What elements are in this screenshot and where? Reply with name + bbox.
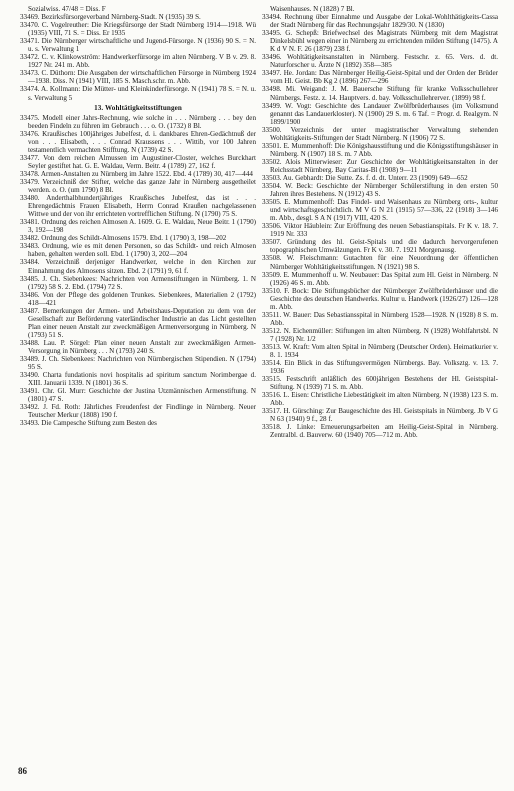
bibliography-entry: 33482. Ordnung des Schildt-Almosens 1579. Ebd. 1 (1790) 3, 198—202	[20, 234, 227, 243]
bibliography-entry: 33471. Die Nürnberger wirtschaftliche und Jugend-Fürsorge. N (1936) 90 S. = N. u. s. Verwaltung 1	[20, 37, 256, 54]
bibliography-entry: 33484. Verzeichniß derjeniger Handwerker, welche in den Kirchen zur Einnahmung des Almosens sitzen. Ebd. 2 (1791) 9, 61 f.	[20, 258, 256, 275]
bibliography-entry: 33514. Ein Blick in das Stiftungsvermögen Nürnbergs. Bay. Volksztg. v. 13. 7. 1936	[262, 359, 498, 376]
bibliography-entry: 33487. Bemerkungen der Armen- und Arbeitshaus-Deputation zu dem von der Gesellschaft zur Beförderung vaterländischer Industrie an das Licht gestellten Plan einer neuen Anstalt zur zweckmäßigen Armenversorgung in Nürnberg. N (1793) 51 S.	[20, 306, 256, 339]
bibliography-entry: 33480. Anderthalbhundertjähriges Kraußisches Jubelfest, das ist . . . Ehrengedächtnis Frauen Elisabeth, Herrn Conrad Kraußen nachgelassenen Wittwe und der von ihr errichteten vortrefflichen Stiftung. N (1790) 75 S.	[20, 194, 256, 219]
bibliography-entry: 33509. E. Mummenhoff u. W. Neubauer: Das Spital zum Hl. Geist in Nürnberg. N (1926) 46 S. m. Abb.	[262, 270, 498, 287]
bibliography-entry: 33508. W. Fleischmann: Gutachten für eine Neuordnung der öffentlichen Nürnberger Wohltätigkeitsstiftungen. N (1921) 98 S.	[262, 254, 498, 271]
section-heading: 13. Wohltätigkeitsstiftungen	[94, 103, 182, 112]
bibliography-entry: 33488. Lau. P. Sörgel: Plan einer neuen Anstalt zur zweckmäßigen Armen-Versorgung in Nürnberg . . . N (1793) 240 S.	[20, 338, 256, 355]
left-column	[20, 5, 256, 427]
bibliography-entry: 33494. Rechnung über Einnahme und Ausgabe der Lokal-Wohlthätigkeits-Cassa der Stadt Nürnberg für das Rechnungsjahr 1829/30. N (1830)	[262, 13, 498, 30]
bibliography-entry: 33511. W. Bauer: Das Sebastiansspital in Nürnberg 1528—1928. N (1928) 8 S. m. Abb.	[262, 310, 498, 327]
bibliography-entry: 33489. J. Ch. Siebenkees: Nachrichten von Nürnbergischen Stipendien. N (1794) 95 S.	[20, 355, 256, 372]
bibliography-entry: 33479. Verzeichniß der Stifter, welche das ganze Jahr in Nürnberg ausgetheilet werden. o. O. (um 1790) 8 Bl.	[20, 177, 256, 195]
bibliography-entry: 33506. Viktor Häublein: Zur Eröffnung des neuen Sebastianspitals. Fr K v. 18. 7. 1919 Nr. 333	[262, 222, 498, 239]
bibliography-entry: 33493. Die Campesche Stiftung zum Besten des	[20, 419, 157, 428]
bibliography-entry: 33512. N. Eichenmüller: Stiftungen im alten Nürnberg. N (1928) Wohlfahrtsbl. N 7 (1928) Nr. 1/2	[262, 326, 498, 343]
bibliography-entry: 33470. C. Vogelreuther: Die Kriegsfürsorge der Stadt Nürnberg 1914—1918. Wü (1935) VIII, 71 S. = Diss. Er 1935	[20, 21, 256, 38]
bibliography-entry: 33497. He. Jordan: Das Nürnberger Heilig-Geist-Spital und der Orden der Brüder vom Hl. Geist. Bb Kg 2 (1896) 267—296	[262, 69, 498, 86]
entry-continuation: Sozialwiss. 47/48 = Diss. F	[28, 5, 106, 13]
bibliography-entry: 33496. Wohltätigkeitsanstalten in Nürnberg. Festschr. z. 65. Vers. d. dt. Naturforscher u. Ärzte N (1892) 358—385	[262, 53, 498, 70]
bibliography-entry: 33486. Von der Pflege des goldenen Trunkes. Siebenkees, Materialien 2 (1792) 418—421	[20, 290, 256, 307]
bibliography-entry: 33491. Chr. Gl. Murr: Geschichte der Justina Utzmännischen Armenstiftung. N (1801) 47 S.	[20, 387, 256, 404]
bibliography-entry: 33475. Modell einer Jahrs-Rechnung, wie solche in . . . Nürnberg . . . bey den beeden Findeln zu führen im Gebrauch . . . o. O. (1732) 8 Bl.	[20, 113, 256, 130]
bibliography-entry: 33495. G. Schepß: Briefwechsel des Magistrats Nürnberg mit dem Magistrat Dinkelsbühl wegen einer in Nürnberg zu errichtenden milden Stiftung (1475). A K d V N. F. 26 (1879) 238 f.	[262, 29, 498, 54]
bibliography-entry: 33513. W. Kraft: Vom alten Spital in Nürnberg (Deutscher Orden). Heimatkurier v. 8. 1. 1934	[262, 342, 498, 360]
bibliography-entry: 33490. Charta fundationis novi hospitalis ad spiritum sanctum Norimbergae d. XIII. Januarii 1339. N (1801) 36 S.	[20, 371, 256, 388]
bibliography-entry: 33518. J. Linke: Erneuerungsarbeiten am Heilig-Geist-Spital in Nürnberg. Zentralbl. d. Bauverw. 60 (1940) 705—712 m. Abb.	[262, 423, 498, 440]
page-number: 86	[18, 766, 27, 776]
bibliography-entry: 33472. C. v. Klinkowström: Handwerkerfürsorge im alten Nürnberg. V B v. 29. 8. 1927 Nr. 241 m. Abb.	[20, 53, 256, 70]
bibliography-entry: 33502. Alois Mitterwieser: Zur Geschichte der Wohltätigkeitsanstalten in der Reichsstadt Nürnberg. Bay Caritas-Bl (1908) 9—11	[262, 157, 498, 174]
bibliography-entry: 33507. Gründung des hl. Geist-Spitals und die dadurch hervorgerufenen topographischen Umwälzungen. Fr K v. 30. 7. 1921 Morgenausg.	[262, 238, 498, 255]
bibliography-entry: 33478. Armen-Anstalten zu Nürnberg im Jahre 1522. Ebd. 4 (1789) 30, 417—444	[20, 169, 253, 178]
bibliography-entry: 33515. Festschrift anläßlich des 600jährigen Bestehens der Hl. Geistspital-Stiftung. N (1939) 71 S. m. Abb.	[262, 375, 498, 392]
bibliography-entry: 33517. H. Gürsching: Zur Baugeschichte des Hl. Geistspitals in Nürnberg. Jb V G N 63 (1940) 9 f., 28 f.	[262, 407, 498, 424]
bibliography-entry: 33503. Au. Gebhardt: Die Sutte. Zs. f. d. dt. Unterr. 23 (1909) 649—652	[262, 173, 468, 182]
bibliography-entry: 33500. Verzeichnis der unter magistratischer Verwaltung stehenden Wohltätigkeits-Stiftungen der Stadt Nürnberg. N (1906) 72 S.	[262, 125, 498, 142]
bibliography-entry: 33473. C. Düthorn: Die Ausgaben der wirtschaftlichen Fürsorge in Nürnberg 1924—1938. Diss. N (1941) VIII, 185 S. Masch.schr. m. Abb.	[20, 69, 256, 86]
bibliography-entry: 33474. A. Kollmann: Die Mütter- und Kleinkinderfürsorge. N (1941) 78 S. = N. u. s. Verwaltung 5	[20, 85, 256, 102]
bibliography-entry: 33499. W. Vogt: Geschichte des Landauer Zwölfbrüderhauses (im Volksmund genannt das Landauerkloster). N (1900) 29 S. m. 6 Taf. = Progr. d. Realgym. N 1899/1900	[262, 101, 498, 126]
entry-continuation: Waisenhauses. N (1828) 7 Bl.	[270, 5, 355, 13]
bibliography-entry: 33505. E. Mummenhoff: Das Findel- und Waisenhaus zu Nürnberg orts-, kultur und wirtschaftsgeschichtlich. M V G N 21 (1915) 57—336, 22 (1918) 3—146 m. Abb., desgl. S A N (1917) VIII, 420 S.	[262, 198, 498, 223]
bibliography-entry: 33516. L. Eisen: Christliche Liebestätigkeit im alten Nürnberg. N (1938) 123 S. m. Abb.	[262, 391, 498, 408]
bibliography-entry: 33498. Mi. Weigand: J. M. Bauersche Stiftung für kranke Volksschullehrer Nürnbergs. Festz. z. 14. Hauptvers. d. bay. Volksschullehrerver. (1899) 98 f.	[262, 85, 498, 102]
bibliography-entry: 33501. E. Mummenhoff: Die Königshausstiftung und die Königsstiftungshäuser in Nürnberg. N (1907) 18 S. m. 7 Abb.	[262, 141, 498, 158]
bibliography-entry: 33485. J. Ch. Siebenkees: Nachrichten von Armenstiftungen in Nürnberg. 1. N (1792) 58 S. 2. Ebd. (1794) 72 S.	[20, 274, 256, 291]
bibliography-entry: 33476. Kraußisches 100jähriges Jubelfest, d. i. dankbares Ehren-Gedächtnuß der von . . . Elisabeth, . . . Conrad Kraussens . . . Wittib, vor 100 Jahren testamentlich vermachten Stifftung. N (1739) 42 S.	[20, 129, 256, 154]
bibliography-entry: 33504. W. Beck: Geschichte der Nürnberger Schülerstiftung in den ersten 50 Jahren ihres Bestehens. N (1912) 43 S.	[262, 182, 498, 199]
bibliography-entry: 33481. Ordnung des reichen Almosen A. 1609. G. E. Waldau, Neue Beitr. 1 (1790) 3, 192—198	[20, 218, 256, 235]
bibliography-entry: 33483. Ordnung, wie es mit denen Personen, so das Schildt- und reich Almosen haben, gehalten werden soll. Ebd. 1 (1790) 3, 202—204	[20, 242, 256, 259]
bibliography-entry: 33492. J. Fd. Roth: Jährliches Freudenfest der Findlinge in Nürnberg. Neuer Teutscher Merkur (1808) 190 f.	[20, 403, 256, 420]
bibliography-entry: 33469. Bezirksfürsorgeverband Nürnberg-Stadt. N (1935) 39 S.	[20, 13, 201, 22]
bibliography-entry: 33477. Von dem reichen Almussen im Augustiner-Closter, welches Burckhart Seyler gestiftet hat. G. E. Waldau, Verm. Beitr. 4 (1789) 27, 162 f.	[20, 153, 256, 170]
bibliography-entry: 33510. F. Bock: Die Stiftungsbücher der Nürnberger Zwölfbrüderhäuser und die Geschichte des deutschen Handwerks. Kultur u. Handwerk (1926/27) 126—128 m. Abb.	[262, 286, 498, 311]
right-column	[262, 5, 498, 440]
